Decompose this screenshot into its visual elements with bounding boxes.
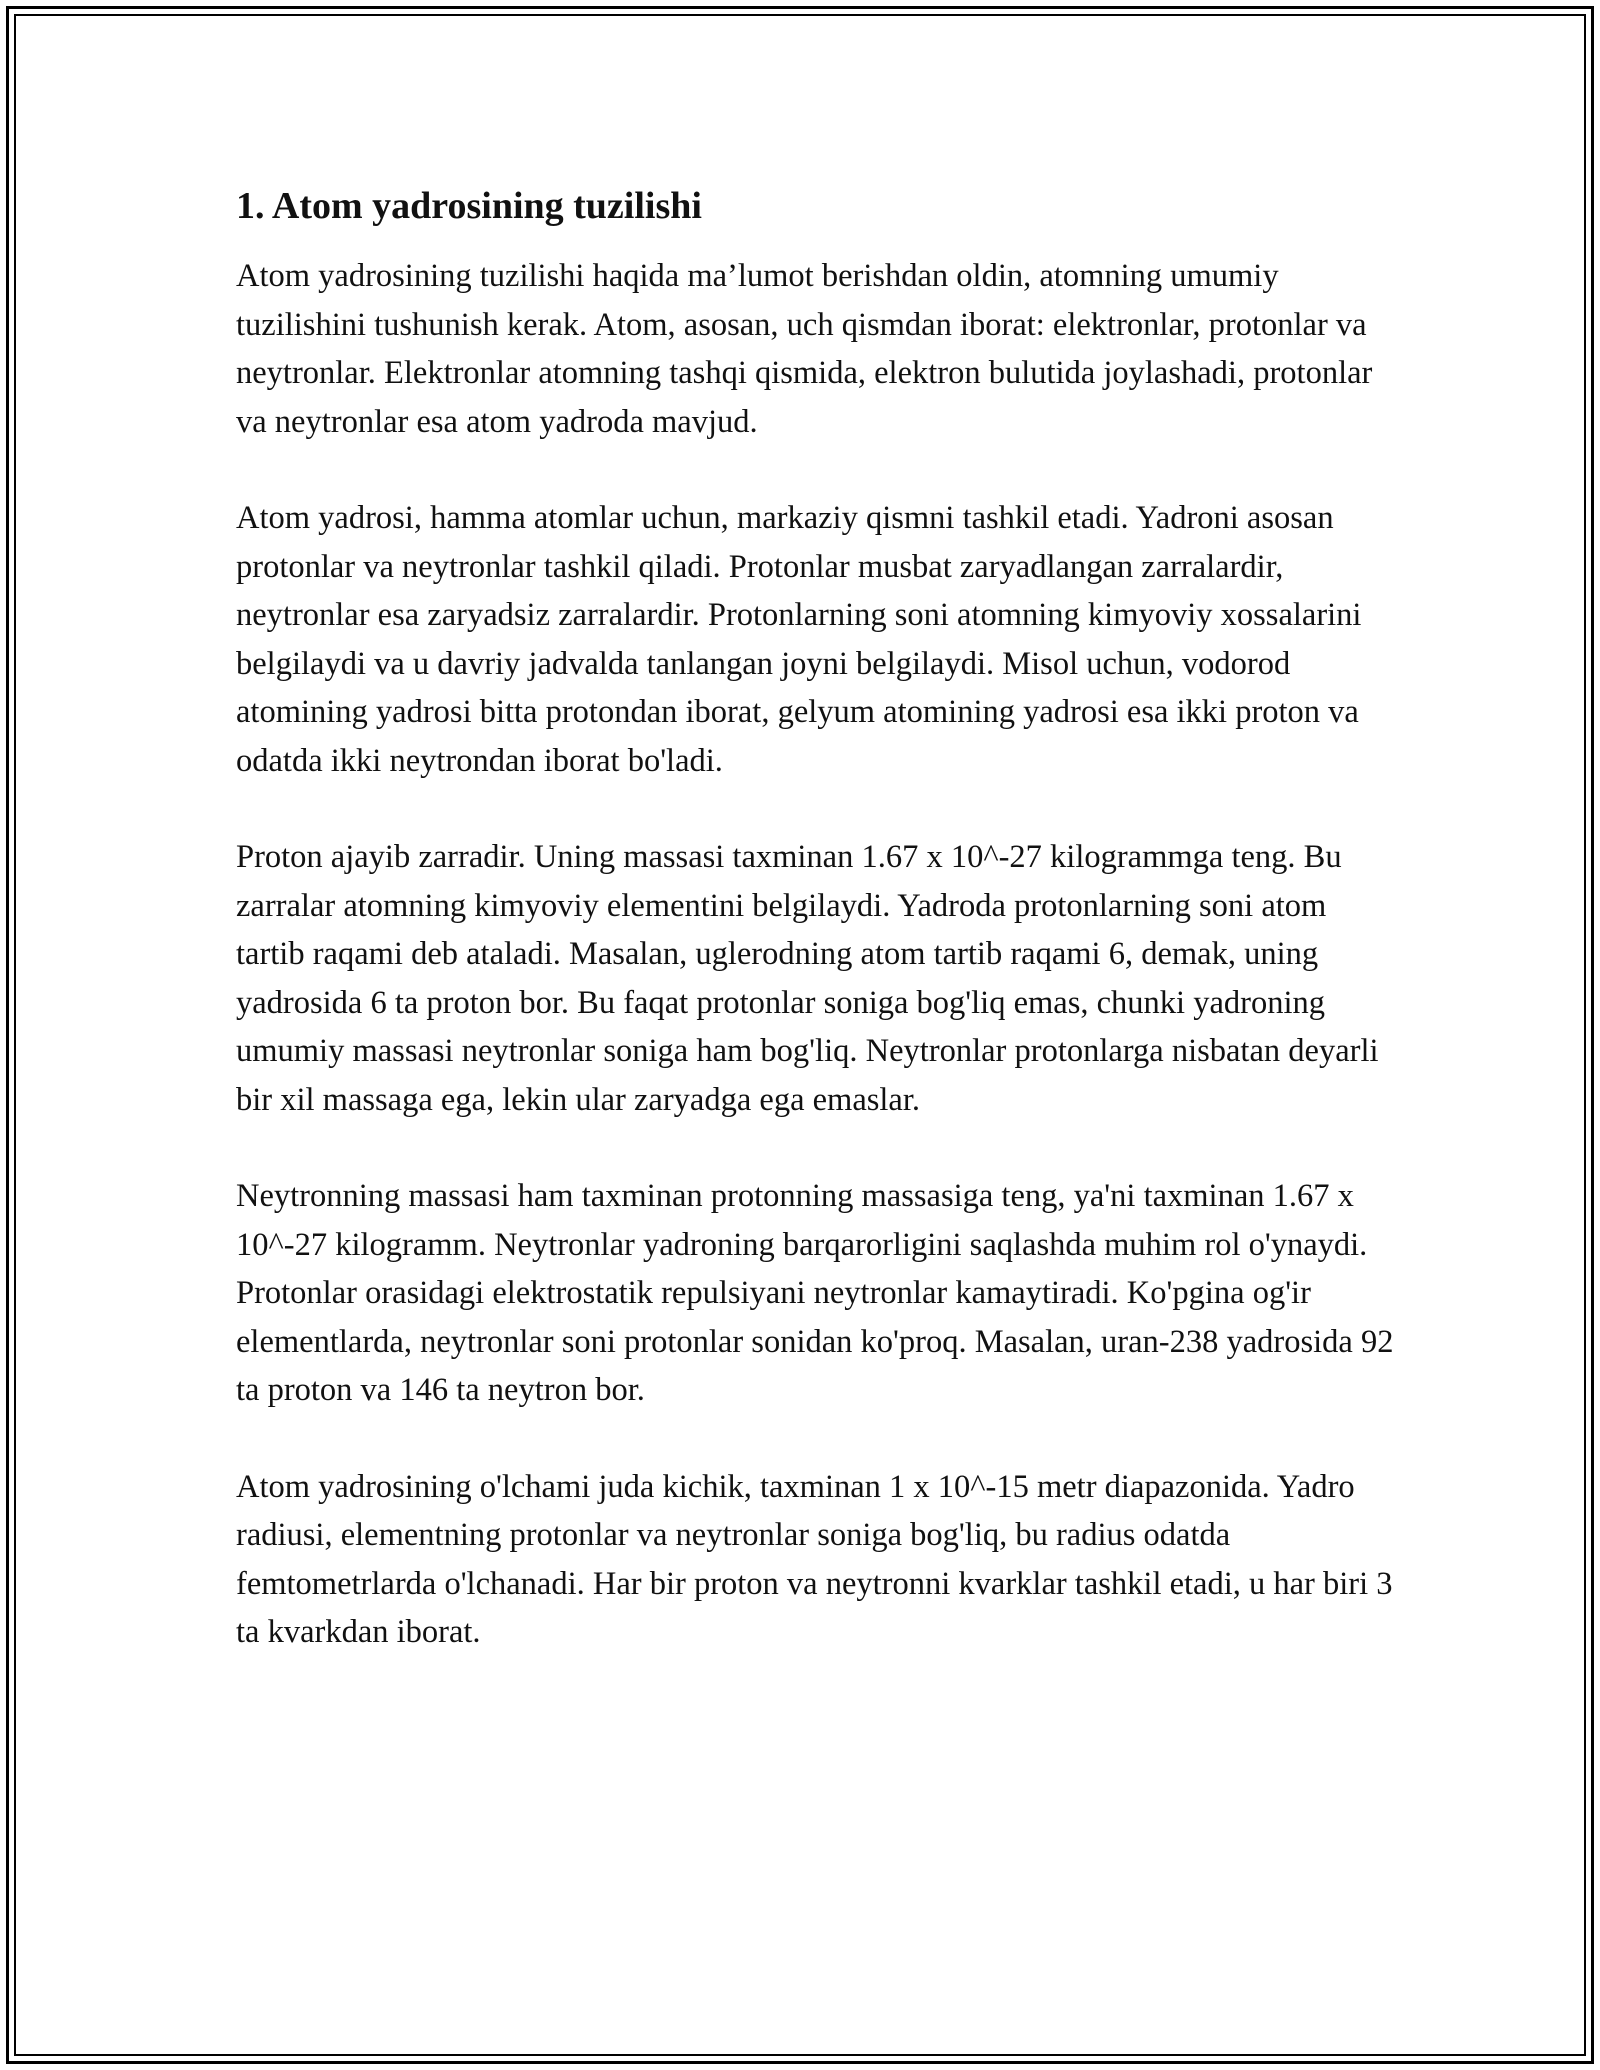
paragraph-nucleus-size: Atom yadrosining o'lchami juda kichik, taxminan 1 x 10^-15 metr diapazonida. Yadro radiusi, elementning protonlar va neytronlar soniga bog'liq, bu radius odatda femtometrlarda o'lchanadi. Har bir proton va neytronni kvarklar tashkil etadi, u har biri 3 ta kvarkdan iborat. [236, 1468, 1393, 1650]
section-heading: 1. Atom yadrosining tuzilishi [236, 185, 702, 227]
paragraph-atom-structure: Atom yadrosining tuzilishi haqida ma’lumot berishdan oldin, atomning umumiy tuzilishini tushunish kerak. Atom, asosan, uch qismdan iborat: elektronlar, protonlar va neytronlar. Elektronlar atomning tashqi qismida, elektron bulutida joylashadi, protonlar va neytronlar esa atom yadroda mavjud. [236, 258, 1373, 440]
paragraph-nucleus: Atom yadrosi, hamma atomlar uchun, markaziy qismni tashkil etadi. Yadroni asosan protonlar va neytronlar tashkil qiladi. Protonlar musbat zaryadlangan zarralardir, neytronlar esa zaryadsiz zarralardir. Protonlarning soni atomning kimyoviy xossalarini belgilaydi va u davriy jadvalda tanlangan joyni belgilaydi. Misol uchun, vodorod atomining yadrosi bitta protondan iborat, gelyum atomining yadrosi esa ikki proton va odatda ikki neytrondan iborat bo'ladi. [236, 500, 1362, 779]
paragraph-proton: Proton ajayib zarradir. Uning massasi taxminan 1.67 x 10^-27 kilogrammga teng. Bu zarralar atomning kimyoviy elementini belgilaydi. Yadroda protonlarning soni atom tartib raqami deb ataladi. Masalan, uglerodning atom tartib raqami 6, demak, uning yadrosida 6 ta proton bor. Bu faqat protonlar soniga bog'liq emas, chunki yadroning umumiy massasi neytronlar soniga ham bog'liq. Neytronlar protonlarga nisbatan deyarli bir xil massaga ega, lekin ular zaryadga ega emaslar. [236, 839, 1379, 1118]
document-body [236, 182, 1396, 1705]
paragraph-neutron: Neytronning massasi ham taxminan protonning massasiga teng, ya'ni taxminan 1.67 x 10^-27 kilogramm. Neytronlar yadroning barqarorligini saqlashda muhim rol o'ynaydi. Protonlar orasidagi elektrostatik repulsiyani neytronlar kamaytiradi. Ko'pgina og'ir elementlarda, neytronlar soni protonlar sonidan ko'proq. Masalan, uran-238 yadrosida 92 ta proton va 146 ta neytron bor. [236, 1178, 1394, 1408]
